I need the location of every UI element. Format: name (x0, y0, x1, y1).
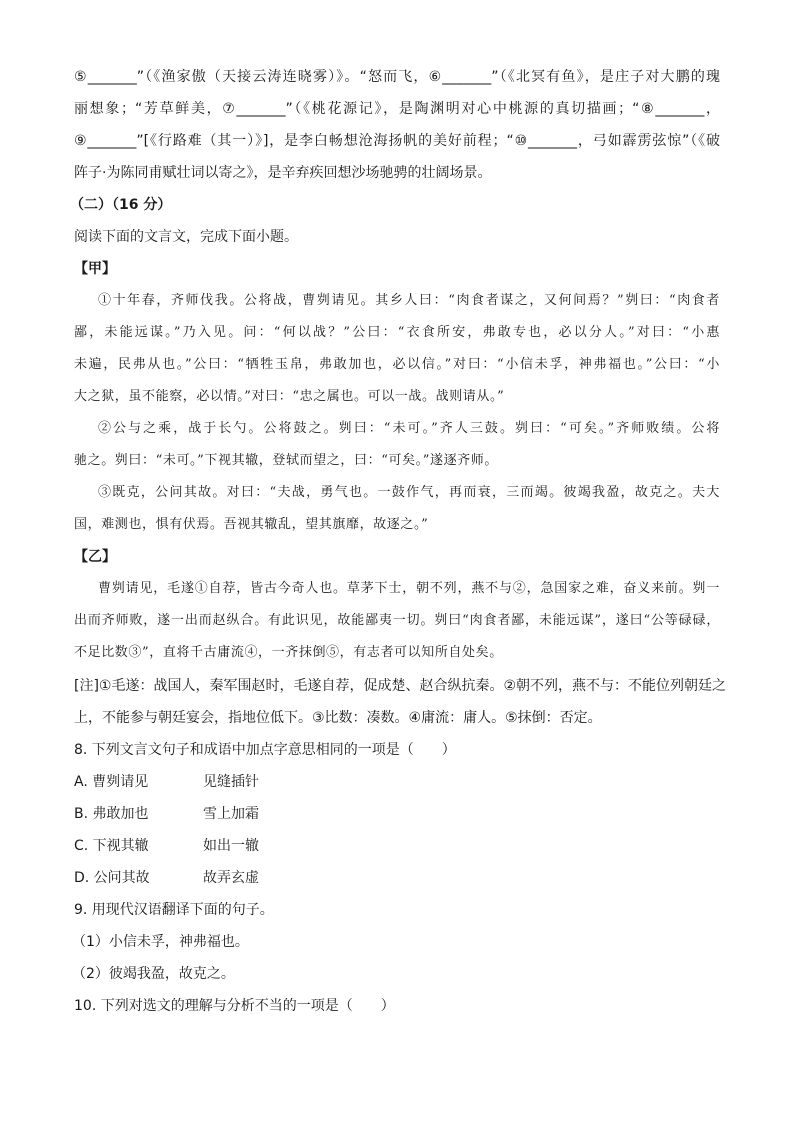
q8-option-a-idiom: 见缝插针 (203, 774, 259, 790)
section-header: （二）（16 分） (70, 197, 172, 213)
q8-option-b-sentence: B. 弗敢加也 (74, 806, 149, 822)
yi-line-1: 曹刿请见，毛遂①自荐，皆古今奇人也。草茅下士，朝不列，燕不与②，急国家之难，奋义来前。刿一 (98, 581, 720, 596)
notes-line-1: [注]①毛遂：战国人，秦军围赵时，毛遂自荐，促成楚、赵合纵抗秦。②朝不列，燕不与：不能位列朝廷之 (74, 678, 727, 694)
jia-p2-line-1: ②公与之乘，战于长勺。公将鼓之。刿曰：“未可。”齐人三鼓。刿曰：“可矣。”齐师败绩。公将 (98, 421, 720, 436)
jia-p3-line-2: 国，难测也，惧有伏焉。吾视其辙乱，望其旗靡，故逐之。” (74, 517, 429, 532)
question-8-stem: 8. 下列文言文句子和成语中加点字意思相同的一项是（ ） (74, 742, 456, 758)
jia-p1-line-4: 大之狱，虽不能察，必以情。”对曰：“忠之属也。可以一战。战则请从。” (74, 389, 505, 404)
passage-jia-label: 【甲】 (74, 261, 116, 277)
q8-option-b-idiom: 雪上加霜 (203, 806, 259, 822)
question-9-stem: 9. 用现代汉语翻译下面的句子。 (74, 902, 274, 918)
q8-option-d-sentence: D. 公问其故 (74, 870, 150, 886)
poem-fill-line-2: 丽想象；“芳草鲜美，⑦_______”（《桃花源记》，是陶渊明对心中桃源的真切描画；“⑧_______， (74, 101, 720, 117)
q8-option-c-sentence: C. 下视其辙 (74, 838, 149, 854)
jia-p1-line-3: 未遍，民弗从也。”公曰：“牺牲玉帛，弗敢加也，必以信。”对曰：“小信未孚，神弗福也。”公曰：“小 (74, 357, 720, 372)
passage-yi-label: 【乙】 (74, 549, 116, 565)
q9-sentence-2: （2）彼竭我盈，故克之。 (72, 966, 235, 982)
jia-p2-line-2: 驰之。刿曰：“未可。”下视其辙，登轼而望之，曰：“可矣。”遂逐齐师。 (74, 453, 498, 468)
yi-line-2: 出而齐师败，遂一出而赵纵合。有此识见，故能鄙夷一切。刿曰“肉食者鄙，未能远谋”，遂曰“公等碌碌， (74, 613, 720, 628)
poem-fill-line-1: ⑤_______”（《渔家傲（天接云涛连晓雾）》。“怒而飞，⑥_______”（《北冥有鱼》，是庄子对大鹏的瑰 (74, 69, 720, 85)
q8-option-d-idiom: 故弄玄虚 (203, 870, 259, 886)
question-10-stem: 10. 下列对选文的理解与分析不当的一项是（ ） (74, 998, 395, 1014)
notes-line-2: 上，不能参与朝廷宴会，指地位低下。③比数：凑数。④庸流：庸人。⑤抹倒：否定。 (74, 710, 602, 726)
q8-option-a-sentence: A. 曹刿请见 (74, 774, 149, 790)
yi-line-3: 不足比数③”，直将千古庸流④，一齐抹倒⑤，有志者可以知所自处矣。 (74, 645, 503, 660)
section-instruction: 阅读下面的文言文，完成下面小题。 (74, 229, 298, 245)
poem-fill-line-3: ⑨_______”[《行路难（其一）》]，是李白畅想沧海扬帆的美好前程；“⑩_______，弓如霹雳弦惊”（《破 (74, 133, 720, 149)
q9-sentence-1: （1）小信未孚，神弗福也。 (72, 934, 249, 950)
poem-fill-line-4: 阵子·为陈同甫赋壮词以寄之》，是辛弃疾回想沙场驰骋的壮阔场景。 (74, 165, 492, 181)
jia-p1-line-1: ①十年春，齐师伐我。公将战，曹刿请见。其乡人曰：“肉食者谋之，又何间焉？”刿曰：“肉食者 (98, 293, 720, 308)
q8-option-c-idiom: 如出一辙 (203, 838, 259, 854)
jia-p3-line-1: ③既克，公问其故。对曰：“夫战，勇气也。一鼓作气，再而衰，三而竭。彼竭我盈，故克之。夫大 (98, 485, 720, 500)
jia-p1-line-2: 鄙，未能远谋。”乃入见。问：“何以战？”公曰：“衣食所安，弗敢专也，必以分人。”对曰：“小惠 (74, 325, 720, 340)
